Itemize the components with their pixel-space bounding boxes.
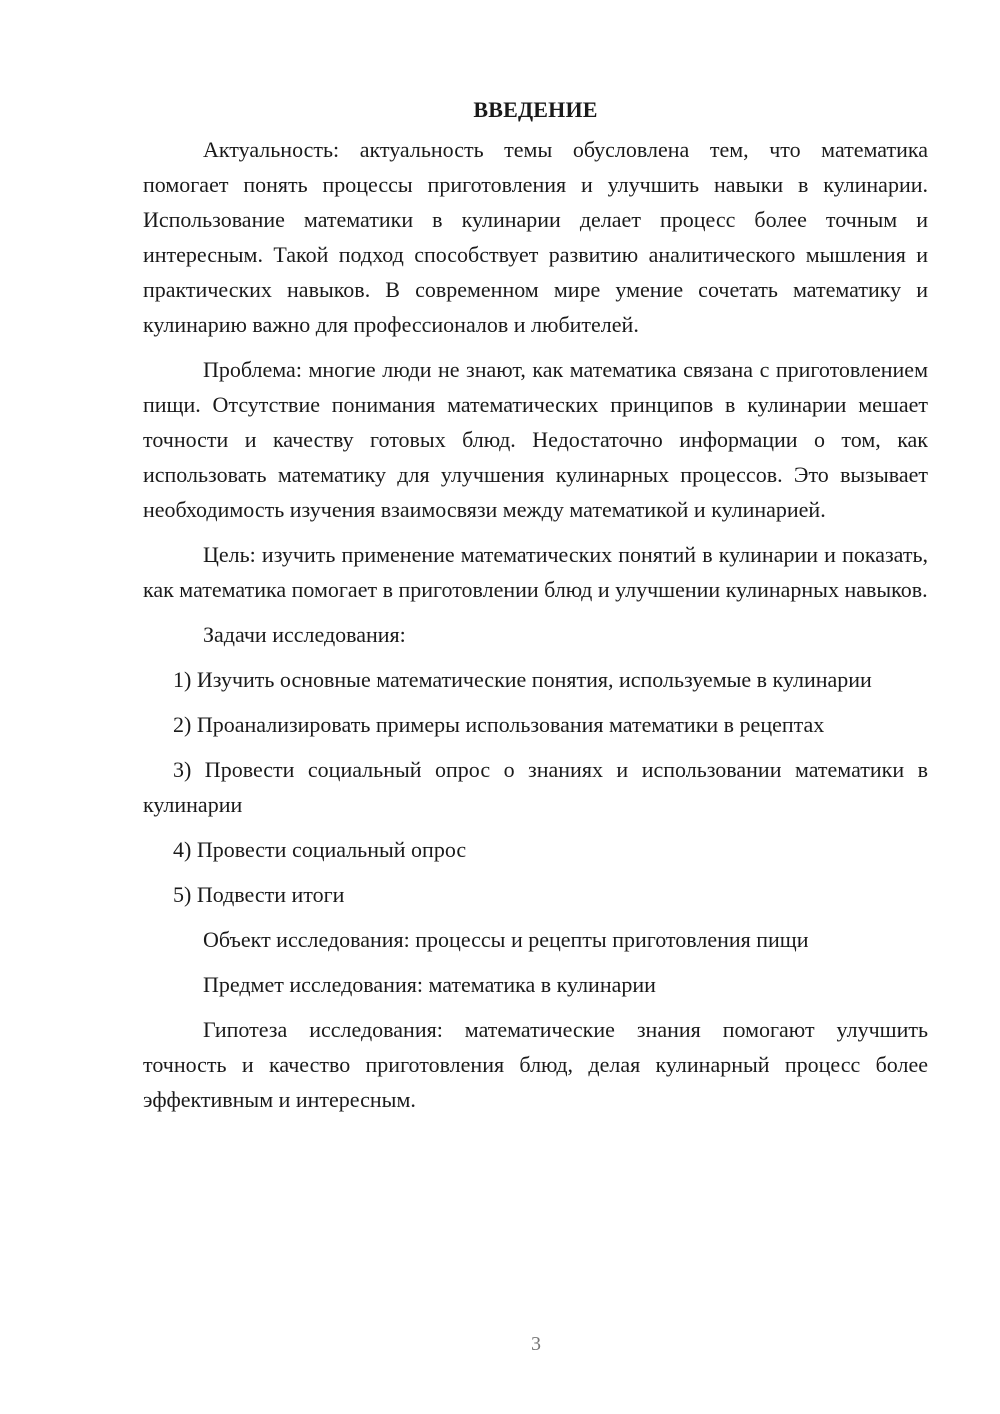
subject-paragraph: Предмет исследования: математика в кулинарии bbox=[203, 972, 656, 997]
task-item-1: 1) Изучить основные математические понятия, используемые в кулинарии bbox=[173, 667, 872, 692]
section-title: ВВЕДЕНИЕ bbox=[473, 97, 598, 122]
hypothesis-paragraph: Гипотеза исследования: математические знания помогают улучшить точность и качество приготовления блюд, делая кулинарный процесс более эффективным и интересным. bbox=[143, 1017, 928, 1112]
task-item-5: 5) Подвести итоги bbox=[173, 882, 345, 907]
object-paragraph: Объект исследования: процессы и рецепты приготовления пищи bbox=[203, 927, 809, 952]
goal-paragraph: Цель: изучить применение математических понятий в кулинарии и показать, как математика помогает в приготовлении блюд и улучшении кулинарных навыков. bbox=[143, 542, 928, 602]
task-item-4: 4) Провести социальный опрос bbox=[173, 837, 467, 862]
tasks-heading: Задачи исследования: bbox=[203, 622, 406, 647]
relevance-paragraph: Актуальность: актуальность темы обусловлена тем, что математика помогает понять процессы приготовления и улучшить навыки в кулинарии. Использование математики в кулинарии делает процесс более точным и интересным. Такой подход способствует развитию аналитического мышления и практических навыков. В современном мире умение сочетать математику и кулинарию важно для профессионалов и любителей. bbox=[143, 137, 928, 337]
document-page bbox=[143, 92, 928, 1117]
task-item-2: 2) Проанализировать примеры использования математики в рецептах bbox=[173, 712, 825, 737]
task-item-3: 3) Провести социальный опрос о знаниях и использовании математики в кулинарии bbox=[143, 757, 928, 817]
page-number: 3 bbox=[531, 1333, 541, 1355]
problem-paragraph: Проблема: многие люди не знают, как математика связана с приготовлением пищи. Отсутствие понимания математических принципов в кулинарии мешает точности и качеству готовых блюд. Недостаточно информации о том, как использовать математику для улучшения кулинарных процессов. Это вызывает необходимость изучения взаимосвязи между математикой и кулинарией. bbox=[143, 357, 928, 522]
